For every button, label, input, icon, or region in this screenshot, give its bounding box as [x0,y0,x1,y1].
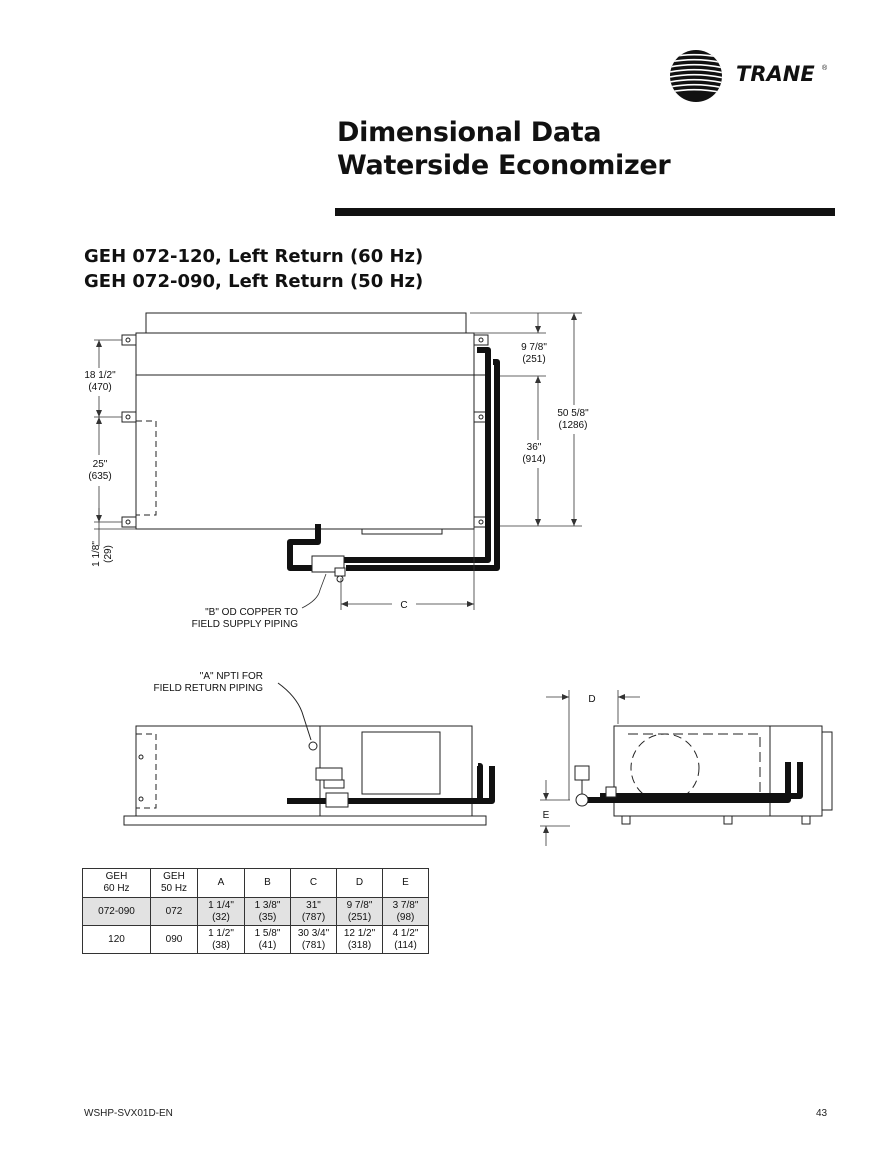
dim-left-upper-imperial: 18 1/2" [84,370,116,381]
dim-d-label: D [588,694,596,705]
dim-c-label: C [400,600,408,611]
table-cell: 1 1/4" (32) [198,898,245,926]
table-cell: 1 3/8" (35) [245,898,291,926]
dim-right-top-metric: (251) [522,354,546,365]
table-header-row [83,869,429,898]
dim-right-middle-metric: (914) [522,454,546,465]
table-header-cell: A [198,869,245,898]
footer-page-number: 43 [816,1108,828,1119]
table-cell: 31" (787) [291,898,337,926]
table-header-cell: D [337,869,383,898]
dim-left-upper-metric: (470) [88,382,112,393]
table-header-cell: E [383,869,429,898]
title-line-1: Dimensional Data [337,117,602,148]
dim-left-bottom-imperial: 1 1/8" [91,541,102,567]
footer-doc-id: WSHP-SVX01D-EN [84,1108,173,1119]
table-cell: 4 1/2" (114) [383,926,429,954]
table-cell: 1 5/8" (41) [245,926,291,954]
table-cell: 9 7/8" (251) [337,898,383,926]
subtitle-line-1: GEH 072-120, Left Return (60 Hz) [84,246,424,267]
table-cell: 3 7/8" (98) [383,898,429,926]
dim-right-top-imperial: 9 7/8" [521,342,547,353]
dim-right-overall-imperial: 50 5/8" [557,408,589,419]
table-cell: 090 [151,926,198,954]
table-header-cell: GEH 50 Hz [151,869,198,898]
table-cell: 1 1/2" (38) [198,926,245,954]
brand-name: TRANE [736,62,815,86]
table-header-cell: GEH 60 Hz [83,869,151,898]
dim-left-bottom-metric: (29) [103,545,114,563]
registered-mark: ® [822,65,828,72]
table-cell: 12 1/2" (318) [337,926,383,954]
table-header-cell: B [245,869,291,898]
table-row [83,898,429,926]
table-row [83,926,429,954]
dim-e-label: E [542,810,550,821]
table-header-cell: C [291,869,337,898]
dim-left-middle-imperial: 25" [92,459,108,470]
callout-b-line-1: "B" OD COPPER TO [205,607,298,618]
dim-right-middle-imperial: 36" [526,442,542,453]
table-cell: 30 3/4" (781) [291,926,337,954]
subtitle-line-2: GEH 072-090, Left Return (50 Hz) [84,271,424,292]
callout-b-line-2: FIELD SUPPLY PIPING [191,619,298,630]
title-line-2: Waterside Economizer [337,150,671,181]
table-cell: 120 [83,926,151,954]
callout-a-line-2: FIELD RETURN PIPING [153,683,263,694]
dim-right-overall-metric: (1286) [558,420,588,431]
callout-a-line-1: "A" NPTI FOR [199,671,263,682]
table-cell: 072 [151,898,198,926]
front-and-side-view-drawing [0,640,892,860]
dimension-table [82,868,429,954]
table-cell: 072-090 [83,898,151,926]
dim-left-middle-metric: (635) [88,471,112,482]
